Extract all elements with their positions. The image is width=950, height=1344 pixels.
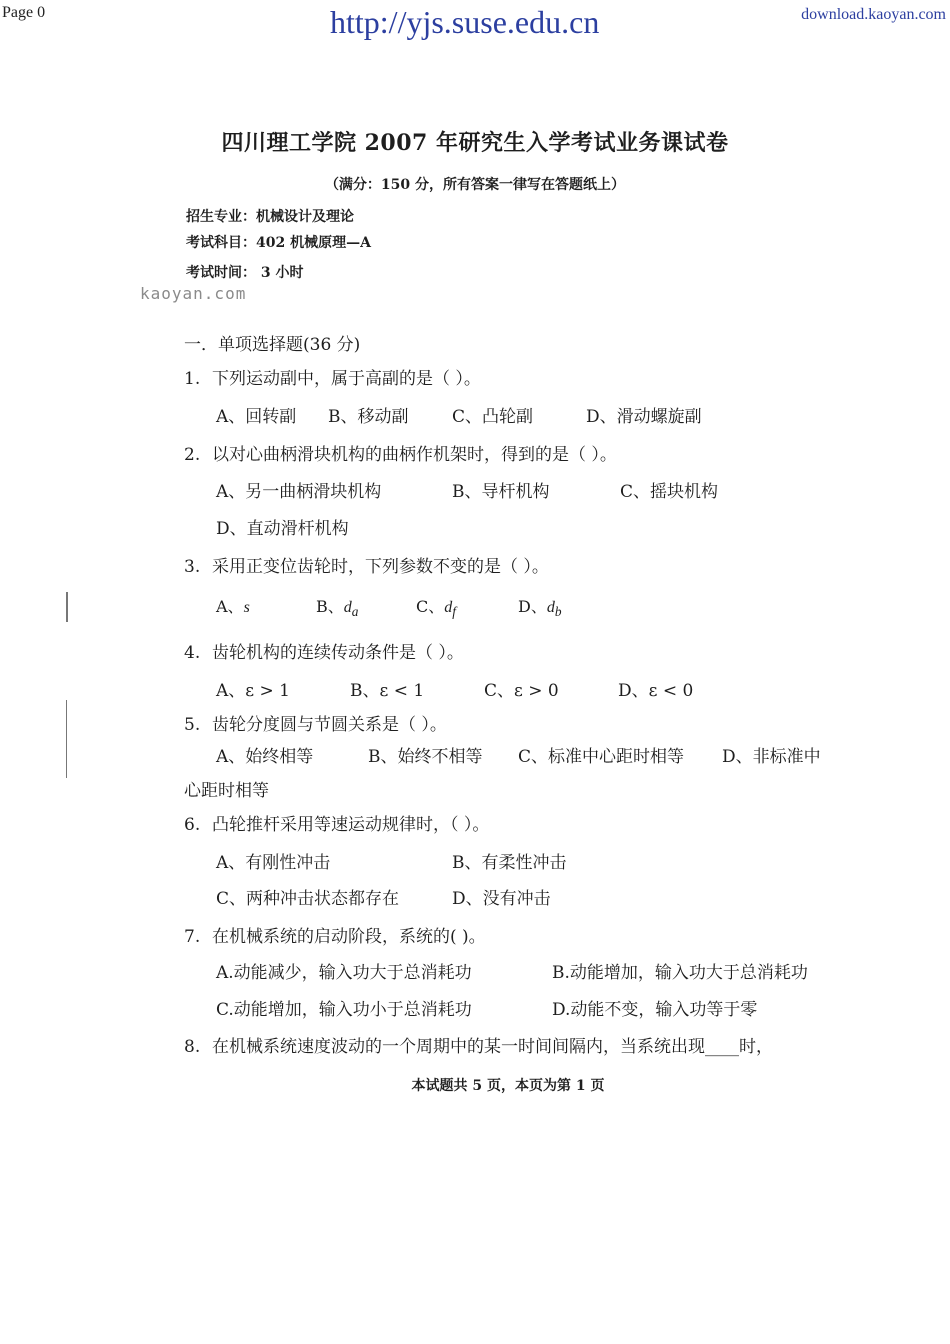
page-label: Page 0 [2, 4, 46, 21]
option-5c: C、标准中心距时相等 [518, 747, 685, 767]
option-3d [518, 594, 562, 620]
question-text: 在机械系统速度波动的一个周期中的某一时间间隔内，当系统出现____时， [212, 1037, 773, 1057]
option-5a: A、始终相等 [216, 747, 314, 767]
question-text: 齿轮机构的连续传动条件是（ ）。 [212, 643, 464, 663]
exam-major: 招生专业：机械设计及理论 [186, 209, 354, 225]
symbol: d [546, 599, 555, 616]
option-7d: D.动能不变，输入功等于零 [552, 1000, 758, 1020]
question-5 [184, 710, 447, 735]
option-6b: B、有柔性冲击 [452, 853, 567, 873]
question-3 [184, 552, 549, 577]
page-footer: 本试题共 5 页，本页为第 1 页 [411, 1078, 605, 1094]
subscript: f [452, 604, 456, 620]
option-4b: B、ε < 1 [350, 681, 425, 701]
question-text: 齿轮分度圆与节圆关系是（ ）。 [212, 715, 447, 735]
option-5d: D、非标准中 [722, 747, 821, 767]
option-7a: A.动能减少，输入功大于总消耗功 [216, 963, 472, 983]
option-prefix: D、 [518, 597, 547, 616]
option-1b: B、移动副 [328, 407, 409, 427]
scan-mark [66, 592, 68, 622]
option-7b: B.动能增加，输入功大于总消耗功 [552, 963, 808, 983]
header-url-link[interactable]: http://yjs.suse.edu.cn [330, 4, 600, 40]
option-1c: C、凸轮副 [452, 407, 534, 427]
option-2a: A、另一曲柄滑块机构 [216, 482, 382, 502]
option-3c [416, 594, 456, 620]
subscript: a [351, 604, 359, 620]
question-4 [184, 638, 464, 663]
exam-subject: 考试科目：402 机械原理—A [186, 235, 371, 251]
option-1d: D、滑动螺旋副 [586, 407, 702, 427]
question-number: 3. [184, 557, 201, 577]
option-5b: B、始终不相等 [368, 747, 483, 767]
question-text: 凸轮推杆采用等速运动规律时，（ ）。 [212, 815, 490, 835]
question-8 [184, 1032, 773, 1057]
option-2b: B、导杆机构 [452, 482, 550, 502]
option-prefix: C、 [416, 597, 445, 616]
scan-mark [66, 700, 67, 778]
question-7 [184, 922, 486, 947]
question-number: 2. [184, 445, 201, 465]
symbol: s [243, 599, 250, 616]
option-5d-continuation: 心距时相等 [184, 781, 269, 801]
symbol: d [343, 599, 352, 616]
source-link[interactable]: download.kaoyan.com [801, 6, 946, 23]
question-text: 以对心曲柄滑块机构的曲柄作机架时，得到的是（ ）。 [212, 445, 617, 465]
option-6d: D、没有冲击 [452, 889, 551, 909]
section-title: 一．单项选择题(36 分) [184, 335, 361, 355]
option-6a: A、有刚性冲击 [216, 853, 331, 873]
symbol: d [444, 599, 453, 616]
option-2c: C、摇块机构 [620, 482, 719, 502]
question-number: 5. [184, 715, 201, 735]
question-number: 8. [184, 1037, 201, 1057]
question-number: 6. [184, 815, 201, 835]
option-4a: A、ε > 1 [216, 681, 290, 701]
option-6c: C、两种冲击状态都存在 [216, 889, 400, 909]
option-1a: A、回转副 [216, 407, 297, 427]
exam-subtitle: （满分：150 分，所有答案一律写在答题纸上） [324, 177, 626, 193]
option-prefix: A、 [216, 597, 244, 616]
question-number: 7. [184, 927, 201, 947]
option-7c: C.动能增加，输入功小于总消耗功 [216, 1000, 472, 1020]
question-text: 采用正变位齿轮时，下列参数不变的是（ ）。 [212, 557, 549, 577]
option-3a [216, 594, 250, 617]
question-1 [184, 364, 481, 389]
question-2 [184, 440, 617, 465]
question-number: 1. [184, 369, 201, 389]
option-prefix: B、 [316, 597, 344, 616]
question-text: 下列运动副中，属于高副的是（ ）。 [212, 369, 481, 389]
exam-title: 四川理工学院 2007 年研究生入学考试业务课试卷 [221, 130, 729, 156]
watermark: kaoyan.com [140, 284, 247, 303]
question-6 [184, 810, 489, 835]
option-4d: D、ε < 0 [618, 681, 694, 701]
exam-time: 考试时间： 3 小时 [186, 265, 304, 281]
question-text: 在机械系统的启动阶段，系统的( )。 [212, 927, 486, 947]
option-3b [316, 594, 358, 620]
question-number: 4. [184, 643, 201, 663]
option-4c: C、ε > 0 [484, 681, 559, 701]
subscript: b [554, 604, 562, 620]
option-2d: D、直动滑杆机构 [216, 519, 349, 539]
